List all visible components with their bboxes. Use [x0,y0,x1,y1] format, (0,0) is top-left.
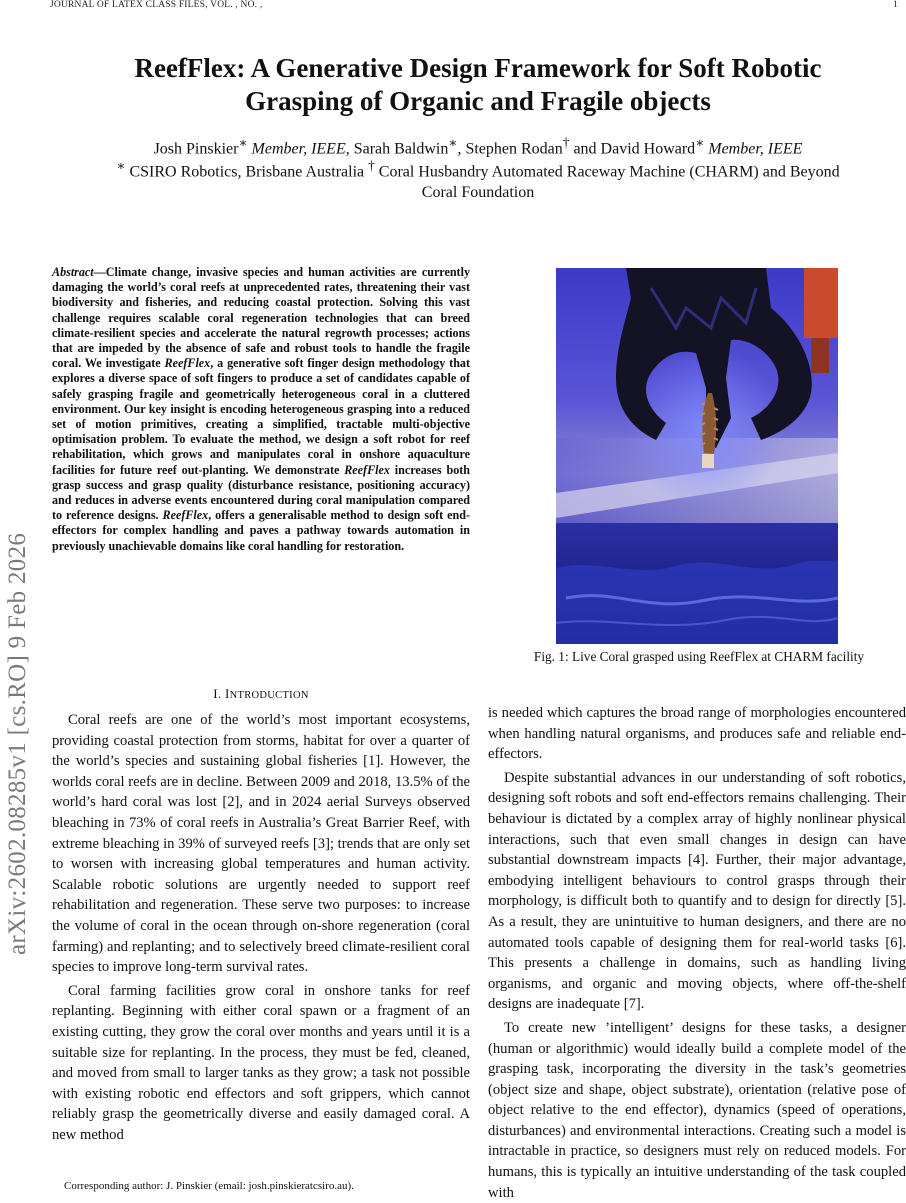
affil-mark: ∗ [116,158,126,173]
affil-mark: ∗ [448,135,458,150]
section-heading-introduction [52,686,470,702]
arxiv-stamp: arXiv:2602.08285v1 [cs.RO] 9 Feb 2026 [4,532,31,955]
abstract-text-4: , offers a generalisable method to design soft end-effectors for complex handling and paves a pathway towards automation in previously unachievable domains like coral handling for restoration. [52,508,470,553]
author-2: , Sarah Baldwin [345,140,449,158]
journal-name: JOURNAL OF LATEX CLASS FILES, VOL. , NO. , [50,0,263,10]
section-title-initial: I [224,686,230,701]
page-number: 1 [893,0,898,10]
title-line-1: ReefFlex: A Generative Design Framework for Soft Robotic [134,53,822,83]
paragraph: To create new ’intelligent’ designs for these tasks, a designer (human or algorithmic) would ideally build a complete model of the grasping task, incorporating the diversity in the task’s geometries (object size and shape, object substrate), orientation (relative pose of object relative to the end effector), dynamics (speed of operations, disturbances) and environmental interactions. Creating such a model is intractable in practice, so designers must rely on reduced models. For humans, this is typically an intuitive understanding of the task coupled with [488,1019,906,1201]
affiliation-line-1 [60,155,896,182]
title-line-2: Grasping of Organic and Fragile objects [245,86,711,116]
affiliation-line-2: Coral Foundation [421,184,535,202]
author-4: and David Howard [569,140,696,158]
abstract-label: Abstract [52,265,94,279]
affiliation-csiro: CSIRO Robotics, Brisbane Australia [125,163,369,181]
figure-caption: Fig. 1: Live Coral grasped using ReefFlex at CHARM facility [533,649,865,664]
paper-title [60,52,896,118]
abstract-emph-1: ReefFlex [164,356,211,371]
member-ieee-1: Member, IEEE [247,140,346,158]
section-numeral: I. [213,686,225,701]
abstract-text-3: increases both grasp success and grasp quality (disturbance resistance, positioning accuracy) and reduces in adverse events encountered during coral manipulation compared to reference designs. [52,462,470,523]
abstract-text-2: , a generative soft finger design methodology that explores a diverse space of soft fingers to produce a set of candidates capable of safely grasping fragile and geometrically heterogeneous coral in a cluttered environment. Our key insight is encoding heterogeneous grasping into a reduced set of motion primitives, creating a simplified, tractable multi-objective optimisation problem. To evaluate the method, we design a soft robot for reef rehabilitation, which grows and manipulates coral in onshore aquaculture facilities for future reef out-planting. We demonstrate [52,356,470,477]
affil-mark: † [368,158,375,173]
body-column-right [488,703,906,1203]
paragraph: is needed which captures the broad range of morphologies encountered when handling natural organisms, and produces safe and reliable end-effectors. [488,705,906,763]
member-ieee-2: Member, IEEE [704,140,803,158]
abstract-text-1: Climate change, invasive species and human activities are currently damaging the world’s coral reefs at unprecedented rates, threatening their vast biodiversity and fisheries, and reducing coastal protection. Solving this vast challenge requires scalable coral regeneration technologies that can breed climate-resilient species and accelerate the natural regrowth processes; actions that are impeded by the absence of safe and robust tools to handle the fragile coral. We investigate [52,265,470,371]
running-head [50,0,898,14]
affil-mark: † [562,135,570,150]
paragraph: Despite substantial advances in our understanding of soft robotics, designing soft robots and soft end-effectors remains challenging. Their behaviour is dictated by a complex array of highly nonlinear physical interactions, such that even small changes in design can have substantial downstream impacts [4]. Further, their major advantage, embodying intelligent behaviours to control grasps through their morphology, is difficult both to quantify and to design for directly [5]. As a result, they are unintuitive to human designers, and there are no automated tools capable of designing them for real-world tasks [6]. This presents a challenge in domains, such as handling living organisms, and organic and moving objects, where off-the-shelf designs are inadequate [7]. [488,769,906,1013]
affil-mark: ∗ [695,135,705,150]
footnote-corresponding-author: Corresponding author: J. Pinskier (email: josh.pinskieratcsiro.au). [64,1180,354,1192]
paragraph: Coral reefs are one of the world’s most important ecosystems, providing coastal protection from storms, habitat for over a quarter of the world’s species and sustaining global fisheries [1]. However, the worlds coral reefs are in decline. Between 2009 and 2018, 13.5% of the world’s hard coral was lost [2], and in 2024 aerial Surveys observed bleaching in 73% of coral reefs in Australia’s Great Barrier Reef, with extreme bleaching in 39% of surveyed reefs [3]; trends that are only set to worsen with increasing global temperatures and human activity. Scalable robotic solutions are urgently needed to support reef rehabilitation and regeneration. These serve two purposes: to increase the volume of coral in the ocean through on-shore regeneration (coral farming) and replanting; and to selectively breed climate-resilient coral species to improve long-term survival rates. [52,712,470,976]
abstract-dash: — [93,265,106,279]
abstract-emph-3: ReefFlex [162,508,209,523]
paragraph: Coral farming facilities grow coral in onshore tanks for reef replanting. Beginning with either coral spawn or a fragment of an existing cutting, they grow the coral over months and years until it is a suitable size for replanting. In the process, they must be fed, cleaned, and moved from small to larger tanks as they grow; a task not possible with existing robotic end effectors and soft grippers, which cannot reliably grasp the geometrically diverse and easily damaged coral. A new method [52,982,470,1143]
affil-mark: ∗ [238,135,248,150]
abstract-emph-2: ReefFlex [344,462,390,477]
abstract [52,265,470,554]
arxiv-stamp-container [0,300,40,960]
affiliations [60,155,896,203]
author-3: , Stephen Rodan [457,140,563,158]
photo-illustration [556,268,838,644]
section-title-rest: NTRODUCTION [229,690,309,701]
body-column-left [52,710,470,1145]
affiliation-charm: Coral Husbandry Automated Raceway Machine (CHARM) and Beyond [374,163,840,181]
figure-coral-grasp-photo [556,268,838,644]
author-1: Josh Pinskier [153,140,239,158]
